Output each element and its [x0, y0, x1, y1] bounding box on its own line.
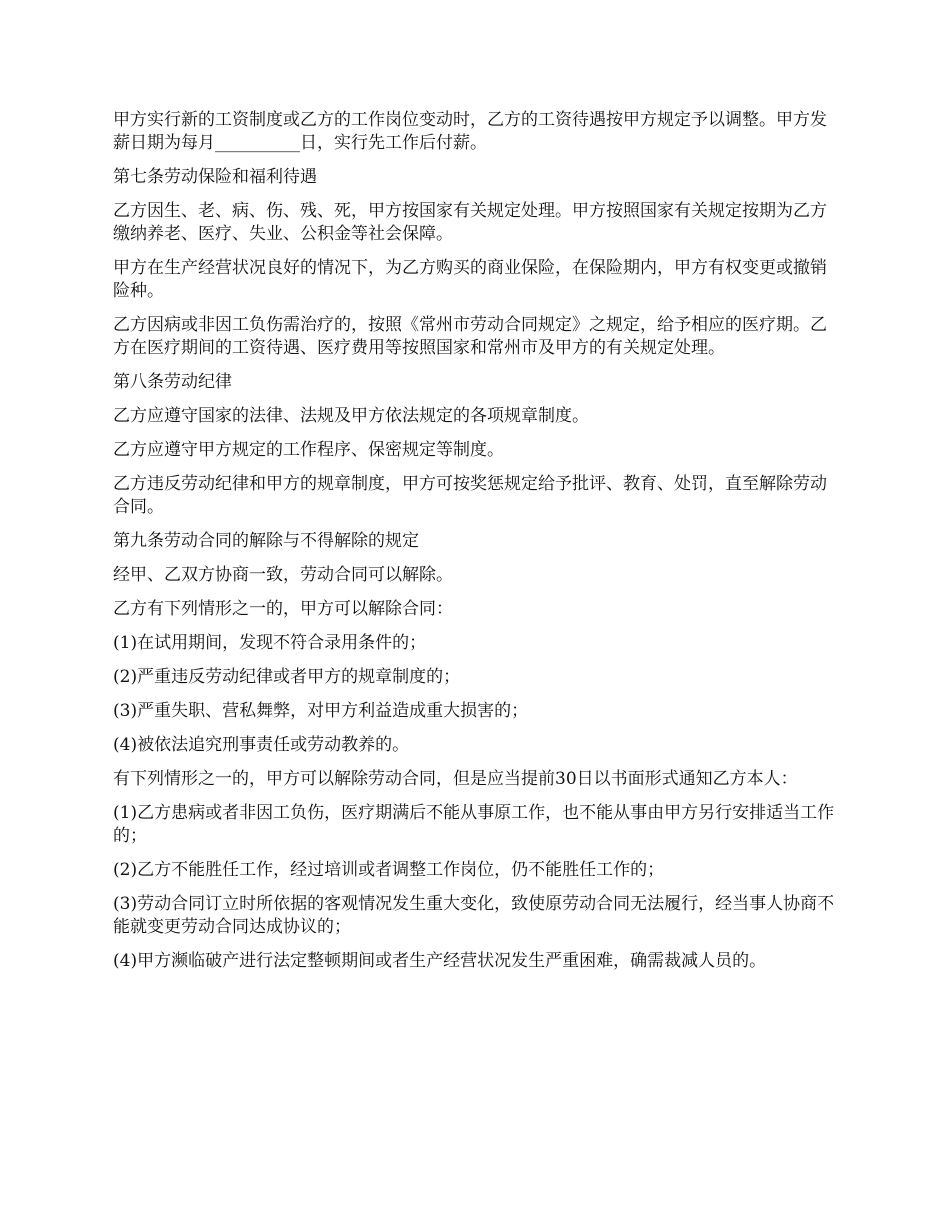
- list-item-incompetence: (2)乙方不能胜任工作，经过培训或者调整工作岗位，仍不能胜任工作的；: [113, 860, 665, 880]
- list-item-circumstance-change: (3)劳动合同订立时所依据的客观情况发生重大变化，致使原劳动合同无法履行，经当事人协商不能就变更劳动合同达成协议的；: [113, 894, 835, 937]
- list-item-dereliction: (3)严重失职、营私舞弊，对甲方利益造成重大损害的；: [113, 701, 529, 721]
- paragraph-termination-cases-intro: 乙方有下列情形之一的，甲方可以解除合同：: [113, 599, 453, 619]
- paragraph-notice-termination-intro: 有下列情形之一的，甲方可以解除劳动合同，但是应当提前30日以书面形式通知乙方本人：: [113, 769, 798, 789]
- heading-article-8: 第八条劳动纪律: [113, 372, 232, 392]
- paragraph-obey-procedures: 乙方应遵守甲方规定的工作程序、保密规定等制度。: [113, 440, 504, 460]
- list-item-bankruptcy: (4)甲方濒临破产进行法定整顿期间或者生产经营状况发生严重困难，确需裁减人员的。: [113, 951, 767, 971]
- list-item-serious-violation: (2)严重违反劳动纪律或者甲方的规章制度的；: [113, 667, 461, 687]
- list-item-probation: (1)在试用期间，发现不符合录用条件的；: [113, 633, 427, 653]
- heading-article-7: 第七条劳动保险和福利待遇: [113, 167, 317, 187]
- paragraph-mutual-termination: 经甲、乙双方协商一致，劳动合同可以解除。: [113, 565, 453, 585]
- list-item-illness: (1)乙方患病或者非因工负伤，医疗期满后不能从事原工作，也不能从事由甲方另行安排适当工作的；: [113, 803, 835, 846]
- document-body: [113, 109, 843, 984]
- heading-article-9: 第九条劳动合同的解除与不得解除的规定: [113, 531, 419, 551]
- paragraph-discipline-violation: 乙方违反劳动纪律和甲方的规章制度，甲方可按奖惩规定给予批评、教育、处罚，直至解除劳动合同。: [113, 474, 827, 517]
- paragraph-social-insurance: 乙方因生、老、病、伤、残、死，甲方按国家有关规定处理。甲方按照国家有关规定按期为乙方缴纳养老、医疗、失业、公积金等社会保障。: [113, 201, 827, 244]
- list-item-criminal-liability: (4)被依法追究刑事责任或劳动教养的。: [113, 735, 410, 755]
- paragraph-obey-laws: 乙方应遵守国家的法律、法规及甲方依法规定的各项规章制度。: [113, 406, 589, 426]
- paragraph-commercial-insurance: 甲方在生产经营状况良好的情况下，为乙方购买的商业保险，在保险期内，甲方有权变更或撤销险种。: [113, 258, 827, 301]
- paragraph-wage-adjustment: 甲方实行新的工资制度或乙方的工作岗位变动时，乙方的工资待遇按甲方规定予以调整。甲方发薪日期为每月__________日，实行先工作后付薪。: [113, 110, 827, 153]
- paragraph-medical-period: 乙方因病或非因工负伤需治疗的，按照《常州市劳动合同规定》之规定，给予相应的医疗期。乙方在医疗期间的工资待遇、医疗费用等按照国家和常州市及甲方的有关规定处理。: [113, 315, 827, 358]
